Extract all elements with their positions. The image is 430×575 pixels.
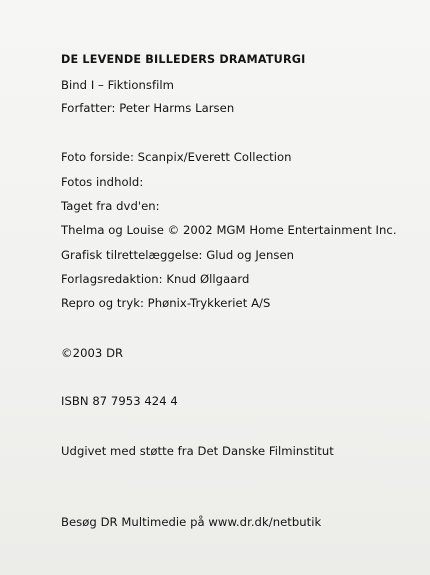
isbn-line: ISBN 87 7953 424 4 (61, 394, 178, 408)
volume-line: Bind I – Fiktionsfilm (61, 78, 175, 92)
dvd-source-line: Taget fra dvd'en: (61, 199, 160, 213)
content-photo-credit: Fotos indhold: (61, 175, 144, 189)
visit-line: Besøg DR Multimedie på www.dr.dk/netbutik (61, 515, 322, 529)
copyright-line: ©2003 DR (61, 346, 124, 360)
cover-photo-credit: Foto forside: Scanpix/Everett Collection (61, 150, 292, 164)
book-title: DE LEVENDE BILLEDERS DRAMATURGI (61, 53, 306, 66)
print-credit: Repro og tryk: Phønix-Trykkeriet A/S (61, 296, 271, 310)
support-line: Udgivet med støtte fra Det Danske Filminstitut (61, 444, 334, 458)
design-credit: Grafisk tilrettelæggelse: Glud og Jensen (61, 248, 295, 262)
editor-credit: Forlagsredaktion: Knud Øllgaard (61, 272, 250, 286)
film-credit-line: Thelma og Louise © 2002 MGM Home Entertainment Inc. (61, 223, 397, 237)
author-line: Forfatter: Peter Harms Larsen (61, 101, 235, 115)
